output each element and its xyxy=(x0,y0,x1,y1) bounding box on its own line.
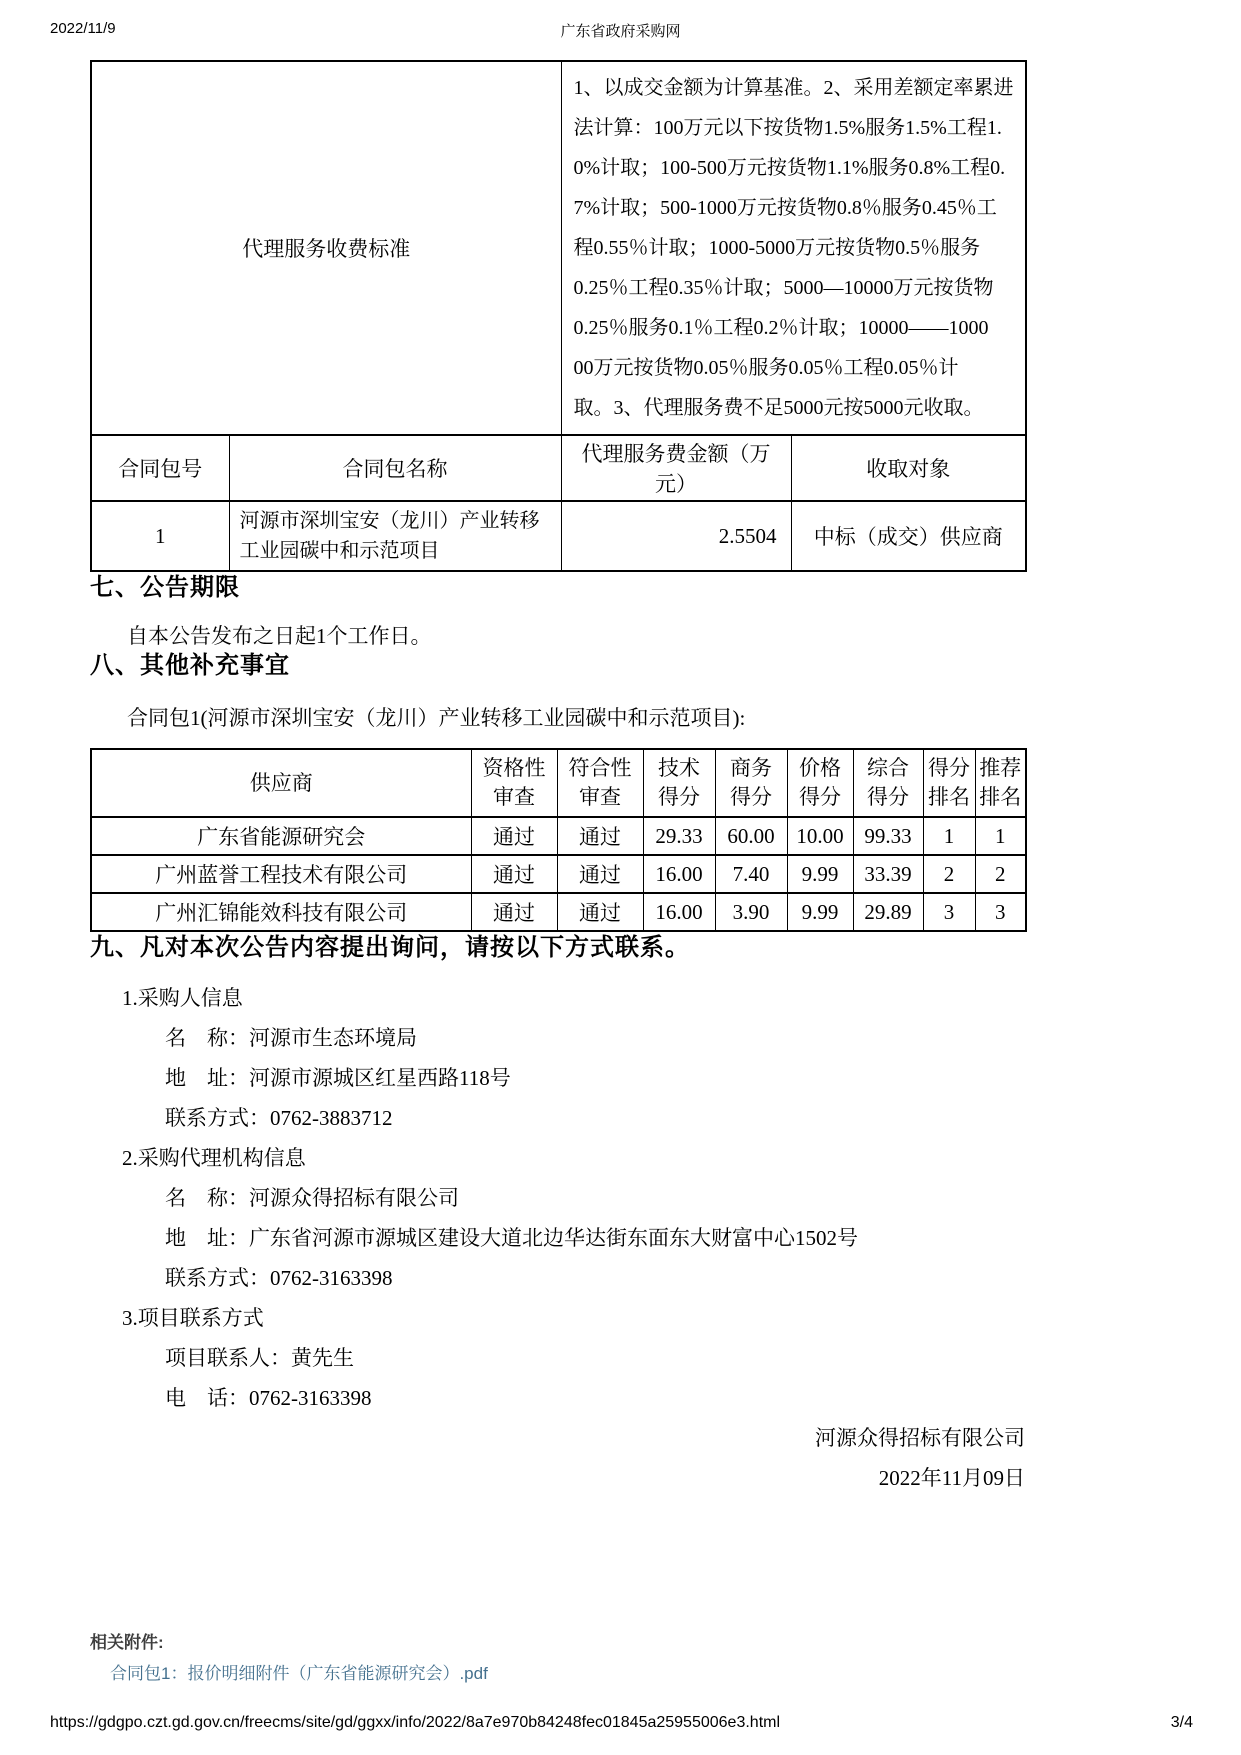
attachment-link[interactable]: 合同包1：报价明细附件（广东省能源研究会）.pdf xyxy=(110,1664,488,1683)
fee-standard-line: 1、以成交金额为计算基准。2、采用差额定率累进 xyxy=(573,77,1014,99)
project-contact-person: 项目联系人：黄先生 xyxy=(165,1346,354,1370)
purchaser-address: 地 址：河源市源城区红星西路118号 xyxy=(165,1066,511,1090)
score-cell: 99.33 xyxy=(853,817,923,855)
score-table-header-row xyxy=(91,749,1026,817)
fee-standard-line: 0%计取；100-500万元按货物1.1%服务0.8%工程0. xyxy=(573,157,1006,179)
agency-contact: 联系方式：0762-3163398 xyxy=(165,1266,393,1290)
site-title: 广东省政府采购网 xyxy=(560,23,681,40)
fee-standard-line: 法计算：100万元以下按货物1.5%服务1.5%工程1. xyxy=(573,117,1002,139)
supplier-name-cell: 广州蓝誉工程技术有限公司 xyxy=(91,855,471,893)
project-phone: 电 话：0762-3163398 xyxy=(165,1386,372,1410)
project-heading: 3.项目联系方式 xyxy=(122,1306,264,1330)
score-cell: 3 xyxy=(923,893,975,931)
section-7-heading: 七、公告期限 xyxy=(90,575,240,601)
score-cell: 通过 xyxy=(557,893,643,931)
agency-fee-table xyxy=(90,60,1027,572)
fee-standard-line: 0.25％服务0.1％工程0.2％计取；10000——1000 xyxy=(573,317,989,339)
col-header-technical-score: 技术 得分 xyxy=(643,749,715,817)
col-header-charged-party: 收取对象 xyxy=(791,435,1026,501)
package-intro-text: 合同包1(河源市深圳宝安（龙川）产业转移工业园碳中和示范项目): xyxy=(127,706,746,730)
score-cell: 7.40 xyxy=(715,855,787,893)
col-header-price-score: 价格 得分 xyxy=(787,749,853,817)
fee-standard-text xyxy=(561,61,1026,435)
score-cell: 2 xyxy=(975,855,1026,893)
fee-table-data-row xyxy=(91,501,1026,571)
fee-table-header-row xyxy=(91,435,1026,501)
score-cell: 29.33 xyxy=(643,817,715,855)
score-cell: 10.00 xyxy=(787,817,853,855)
fee-standard-row xyxy=(91,61,1026,435)
purchaser-contact: 联系方式：0762-3883712 xyxy=(165,1106,393,1130)
charged-party-cell: 中标（成交）供应商 xyxy=(791,501,1026,571)
agency-name: 名 称：河源众得招标有限公司 xyxy=(165,1186,459,1210)
announcement-period-text: 自本公告发布之日起1个工作日。 xyxy=(127,624,432,648)
print-date: 2022/11/9 xyxy=(50,20,116,37)
fee-standard-line: 取。3、代理服务费不足5000元按5000元收取。 xyxy=(573,397,984,419)
col-header-conformity-review: 符合性 审查 xyxy=(557,749,643,817)
footer-url: https://gdgpo.czt.gd.gov.cn/freecms/site/gd/ggxx/info/2022/8a7e970b84248fec01845a25955006e3.html xyxy=(50,1714,781,1731)
col-header-qualification-review: 资格性 审查 xyxy=(471,749,557,817)
section-9-heading: 九、凡对本次公告内容提出询问，请按以下方式联系。 xyxy=(90,935,690,961)
fee-standard-line: 0.25％工程0.35％计取；5000—10000万元按货物 xyxy=(573,277,994,299)
attachments-block xyxy=(90,1632,488,1686)
purchaser-heading: 1.采购人信息 xyxy=(122,986,243,1010)
package-no-cell: 1 xyxy=(91,501,229,571)
score-cell: 16.00 xyxy=(643,855,715,893)
document-body xyxy=(90,60,1025,1492)
col-header-recommend-rank: 推荐 排名 xyxy=(975,749,1026,817)
score-table-row xyxy=(91,893,1026,931)
signature-date: 2022年11月09日 xyxy=(878,1466,1025,1490)
print-header xyxy=(50,20,1191,42)
attachments-label: 相关附件: xyxy=(90,1633,164,1652)
score-cell: 通过 xyxy=(471,817,557,855)
fee-standard-line: 7%计取；500-1000万元按货物0.8％服务0.45％工 xyxy=(573,197,997,219)
col-header-package-name: 合同包名称 xyxy=(229,435,561,501)
score-cell: 9.99 xyxy=(787,855,853,893)
score-cell: 通过 xyxy=(557,855,643,893)
score-cell: 29.89 xyxy=(853,893,923,931)
package-name-cell: 河源市深圳宝安（龙川）产业转移工业园碳中和示范项目 xyxy=(229,501,561,571)
section-8-heading: 八、其他补充事宜 xyxy=(90,653,290,679)
page-number: 3/4 xyxy=(1170,1714,1193,1731)
col-header-score-rank: 得分 排名 xyxy=(923,749,975,817)
score-cell: 2 xyxy=(923,855,975,893)
score-cell: 60.00 xyxy=(715,817,787,855)
supplier-name-cell: 广州汇锦能效科技有限公司 xyxy=(91,893,471,931)
score-cell: 16.00 xyxy=(643,893,715,931)
score-cell: 通过 xyxy=(471,893,557,931)
fee-standard-line: 程0.55％计取；1000-5000万元按货物0.5％服务 xyxy=(573,237,981,259)
score-table-row xyxy=(91,855,1026,893)
supplier-name-cell: 广东省能源研究会 xyxy=(91,817,471,855)
fee-amount-cell: 2.5504 xyxy=(561,501,791,571)
agency-heading: 2.采购代理机构信息 xyxy=(122,1146,306,1170)
score-table-row xyxy=(91,817,1026,855)
supplier-score-table xyxy=(90,748,1027,932)
col-header-supplier: 供应商 xyxy=(91,749,471,817)
fee-standard-label: 代理服务收费标准 xyxy=(91,61,561,435)
score-cell: 3.90 xyxy=(715,893,787,931)
col-header-total-score: 综合 得分 xyxy=(853,749,923,817)
purchaser-name: 名 称：河源市生态环境局 xyxy=(165,1026,417,1050)
print-footer xyxy=(50,1714,1193,1736)
score-cell: 通过 xyxy=(557,817,643,855)
col-header-package-no: 合同包号 xyxy=(91,435,229,501)
score-cell: 1 xyxy=(923,817,975,855)
score-cell: 9.99 xyxy=(787,893,853,931)
signature-company: 河源众得招标有限公司 xyxy=(815,1426,1025,1450)
score-cell: 33.39 xyxy=(853,855,923,893)
score-cell: 通过 xyxy=(471,855,557,893)
col-header-business-score: 商务 得分 xyxy=(715,749,787,817)
fee-standard-line: 00万元按货物0.05％服务0.05％工程0.05％计 xyxy=(573,357,959,379)
score-cell: 1 xyxy=(975,817,1026,855)
score-cell: 3 xyxy=(975,893,1026,931)
col-header-fee-amount: 代理服务费金额（万元） xyxy=(561,435,791,501)
agency-address: 地 址：广东省河源市源城区建设大道北边华达街东面东大财富中心1502号 xyxy=(165,1226,858,1250)
